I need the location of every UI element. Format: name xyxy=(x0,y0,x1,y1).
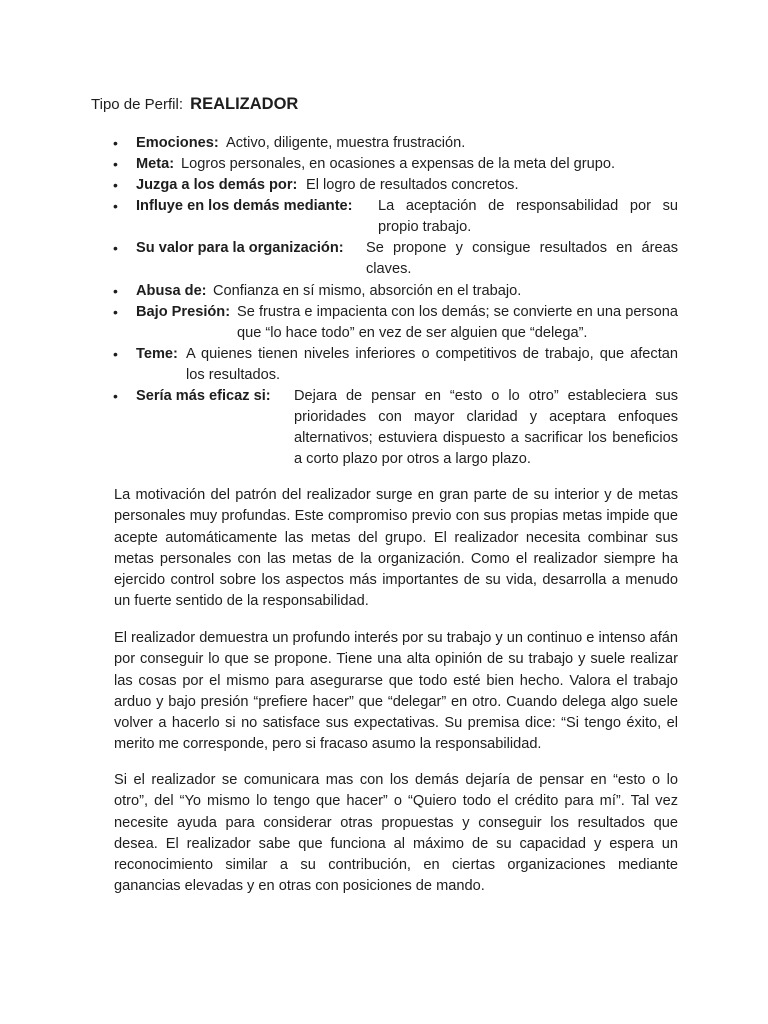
trait-item-influye xyxy=(113,196,678,238)
trait-text: Confianza en sí mismo, absorción en el trabajo. xyxy=(213,283,522,299)
trait-label: Bajo Presión: xyxy=(136,304,231,320)
bullet-icon: • xyxy=(113,388,118,404)
bullet-icon: • xyxy=(113,346,118,362)
trait-text: La aceptación de responsabilidad por su propio trabajo. xyxy=(378,198,678,235)
trait-item-emociones xyxy=(113,133,678,154)
body-paragraph-motivacion: La motivación del patrón del realizador surge en gran parte de su interior y de metas personales muy profundas. Este compromiso previo con sus propias metas impide que acepte automáticamente las metas del grupo. El realizador necesita combinar sus metas personales con las metas de la organización. Como el realizador siempre ha ejercido control sobre los aspectos más importantes de su vida, desarrolla a menudo un fuerte sentido de la responsabilidad. xyxy=(114,487,678,610)
trait-text: A quienes tienen niveles inferiores o competitivos de trabajo, que afectan los resultados. xyxy=(186,346,678,383)
trait-label: Su valor para la organización: xyxy=(136,240,344,256)
bullet-icon: • xyxy=(113,198,118,214)
trait-item-bajo-presion xyxy=(113,302,678,344)
trait-label: Emociones: xyxy=(136,135,219,151)
trait-item-teme xyxy=(113,344,678,386)
trait-text: Activo, diligente, muestra frustración. xyxy=(226,135,466,151)
trait-item-meta xyxy=(113,154,678,175)
trait-item-abusa xyxy=(113,281,678,302)
trait-text: Se frustra e impacienta con los demás; se convierte en una persona que “lo hace todo” en vez de ser alguien que “delega”. xyxy=(237,304,678,341)
trait-item-seria-mas-eficaz xyxy=(113,386,678,470)
profile-heading xyxy=(91,93,298,116)
bullet-icon: • xyxy=(113,283,118,299)
profile-label: Tipo de Perfil: xyxy=(91,96,183,113)
bullet-icon: • xyxy=(113,304,118,320)
trait-text: El logro de resultados concretos. xyxy=(306,177,519,193)
bullet-icon: • xyxy=(113,240,118,256)
bullet-icon: • xyxy=(113,156,118,172)
body-paragraph-comunicacion: Si el realizador se comunicara mas con los demás dejaría de pensar en “esto o lo otro”, del “Yo mismo lo tengo que hacer” o “Quiero todo el crédito para mí”. Tal vez necesite ayuda para considerar otras propuestas y conseguir los resultados que desea. El realizador sabe que funciona al máximo de su capacidad y espera un reconocimiento similar a su contribución, en ciertas organizaciones mediante ganancias elevadas y en otras con posiciones de mando. xyxy=(114,772,678,895)
profile-type: REALIZADOR xyxy=(190,95,299,113)
trait-label: Juzga a los demás por: xyxy=(136,177,298,193)
trait-label: Influye en los demás mediante: xyxy=(136,198,353,214)
trait-label: Abusa de: xyxy=(136,283,207,299)
trait-text: Dejara de pensar en “esto o lo otro” estableciera sus prioridades con mayor claridad y aceptara enfoques alternativos; estuviera dispuesto a sacrificar los beneficios a corto plazo por otros a largo plazo. xyxy=(294,388,678,467)
trait-text: Logros personales, en ocasiones a expensas de la meta del grupo. xyxy=(181,156,616,172)
body-paragraph-interes: El realizador demuestra un profundo interés por su trabajo y un continuo e intenso afán por conseguir lo que se propone. Tiene una alta opinión de su trabajo y suele realizar las cosas por el mismo para asegurarse que todo esté bien hecho. Valora el trabajo arduo y bajo presión “prefiere hacer” que “delegar” en otro. Cuando delega algo suele volver a hacerlo si no satisface sus expectativas. Su premisa dice: “Si tengo éxito, el merito me corresponde, pero si fracaso asumo la responsabilidad. xyxy=(114,630,678,753)
trait-text: Se propone y consigue resultados en áreas claves. xyxy=(366,240,678,277)
bullet-icon: • xyxy=(113,135,118,151)
bullet-icon: • xyxy=(113,177,118,193)
trait-label: Meta: xyxy=(136,156,175,172)
trait-item-juzga xyxy=(113,175,678,196)
trait-label: Teme: xyxy=(136,346,178,362)
trait-label: Sería más eficaz si: xyxy=(136,388,271,404)
trait-item-su-valor xyxy=(113,238,678,280)
